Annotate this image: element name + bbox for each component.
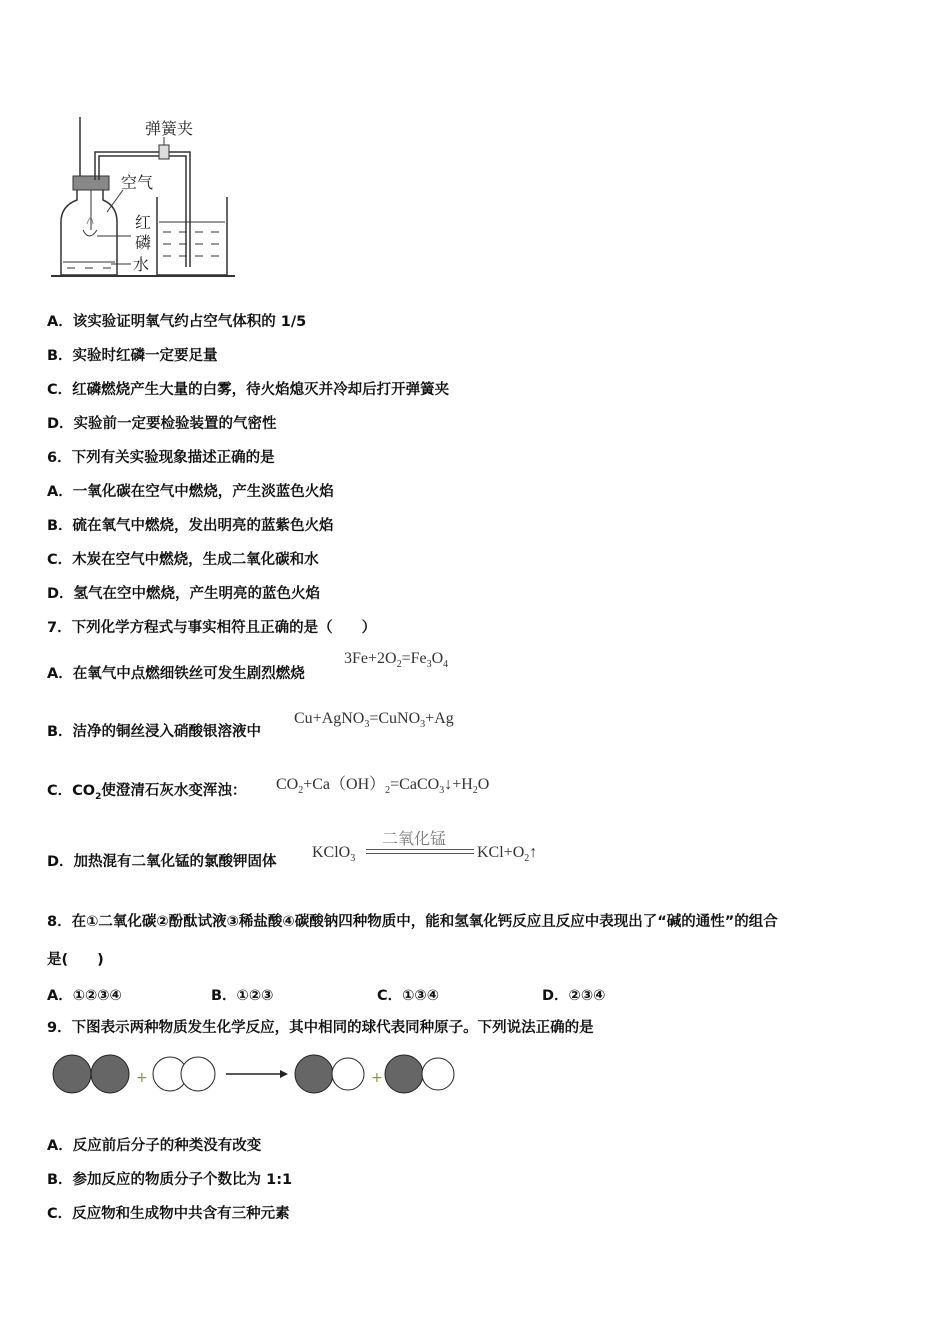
- atom-light: [332, 1058, 364, 1090]
- q7-option-a: [47, 664, 305, 684]
- plus-sign: +: [136, 1070, 148, 1086]
- q7-b-text: B．洁净的铜丝浸入硝酸银溶液中: [47, 724, 262, 740]
- q8-choice-b: B．①②③: [211, 988, 274, 1004]
- q7-option-c: [47, 781, 246, 807]
- q9-stem: 9．下图表示两种物质发生化学反应，其中相同的球代表同种原子。下列说法正确的是: [47, 1020, 594, 1036]
- atom-light: [181, 1057, 215, 1091]
- atom-dark: [53, 1055, 91, 1093]
- label-phosphorus: 磷: [135, 233, 152, 252]
- q6-option-b: B．硫在氧气中燃烧，发出明亮的蓝紫色火焰: [47, 518, 334, 534]
- q7-a-text: A．在氧气中点燃细铁丝可发生剧烈燃烧: [47, 666, 305, 682]
- q8-choice-d: D．②③④: [542, 988, 606, 1004]
- q9-option-a: A．反应前后分子的种类没有改变: [47, 1138, 262, 1154]
- atom-dark: [385, 1055, 423, 1093]
- q5-option-b: B．实验时红磷一定要足量: [47, 348, 218, 364]
- q5-option-a: A．该实验证明氧气约占空气体积的 1/5: [47, 314, 307, 330]
- q8-choice-a: A．①②③④: [47, 988, 122, 1004]
- q7-d-products: $KCl+O_2↑$: [477, 844, 538, 865]
- q7-d-condition: 二氧化锰: [382, 829, 447, 848]
- q8-choice-c: C．①③④: [377, 988, 439, 1004]
- q7-d-equals-bar: [366, 849, 474, 854]
- label-air: 空气: [121, 173, 154, 192]
- q5-option-c: C．红磷燃烧产生大量的白雾，待火焰熄灭并冷却后打开弹簧夹: [47, 382, 450, 398]
- atom-light: [422, 1058, 454, 1090]
- plus-sign: +: [371, 1070, 383, 1086]
- atom-dark: [91, 1055, 129, 1093]
- q7-c-co2: CO: [72, 783, 96, 799]
- q7-d-equation: KClO$_3$: [312, 844, 356, 865]
- q7-c-prefix: C．: [47, 783, 73, 799]
- q9-reaction-diagram: [48, 1052, 468, 1100]
- q7-stem: 7．下列化学方程式与事实相符且正确的是（ ）: [47, 620, 377, 636]
- q5-option-d: D．实验前一定要检验装置的气密性: [47, 416, 277, 432]
- q7-c-text: 使澄清石灰水变浑浊：: [101, 783, 247, 799]
- q7-d-text: D．加热混有二氧化锰的氯酸钾固体: [47, 854, 277, 870]
- q7-c-equation: $CO_2+Ca(OH)_2=CaCO_3↓+H_2O$: [276, 776, 490, 797]
- atom-dark: [295, 1055, 333, 1093]
- label-spring-clip: 弹簧夹: [145, 119, 194, 138]
- q7-option-d: [47, 852, 277, 872]
- q9-option-c: C．反应物和生成物中共含有三种元素: [47, 1206, 290, 1222]
- label-water: 水: [133, 255, 150, 274]
- q7-a-equation: $3Fe+2O_2=Fe_3O_4$: [344, 650, 449, 671]
- q6-option-d: D．氢气在空中燃烧，产生明亮的蓝色火焰: [47, 586, 321, 602]
- q6-option-a: A．一氧化碳在空气中燃烧，产生淡蓝色火焰: [47, 484, 334, 500]
- q6-option-c: C．木炭在空气中燃烧，生成二氧化碳和水: [47, 552, 319, 568]
- q8-stem-line1: 8．在①二氧化碳②酚酞试液③稀盐酸④碳酸钠四种物质中，能和氢氧化钙反应且反应中表现出了“碱的通性”的组合: [47, 914, 778, 930]
- q7-b-equation: Cu+AgNO$_3$=CuNO$_3$+Ag: [294, 710, 454, 731]
- q7-c-co2-sub: 2: [95, 791, 102, 802]
- q9-option-b: B．参加反应的物质分子个数比为 1:1: [47, 1172, 293, 1188]
- q7-option-b: [47, 722, 261, 742]
- q8-stem-line2: 是( ): [47, 952, 104, 968]
- q6-stem: 6．下列有关实验现象描述正确的是: [47, 450, 275, 466]
- label-red: 红: [135, 213, 152, 232]
- apparatus-figure: [45, 112, 285, 282]
